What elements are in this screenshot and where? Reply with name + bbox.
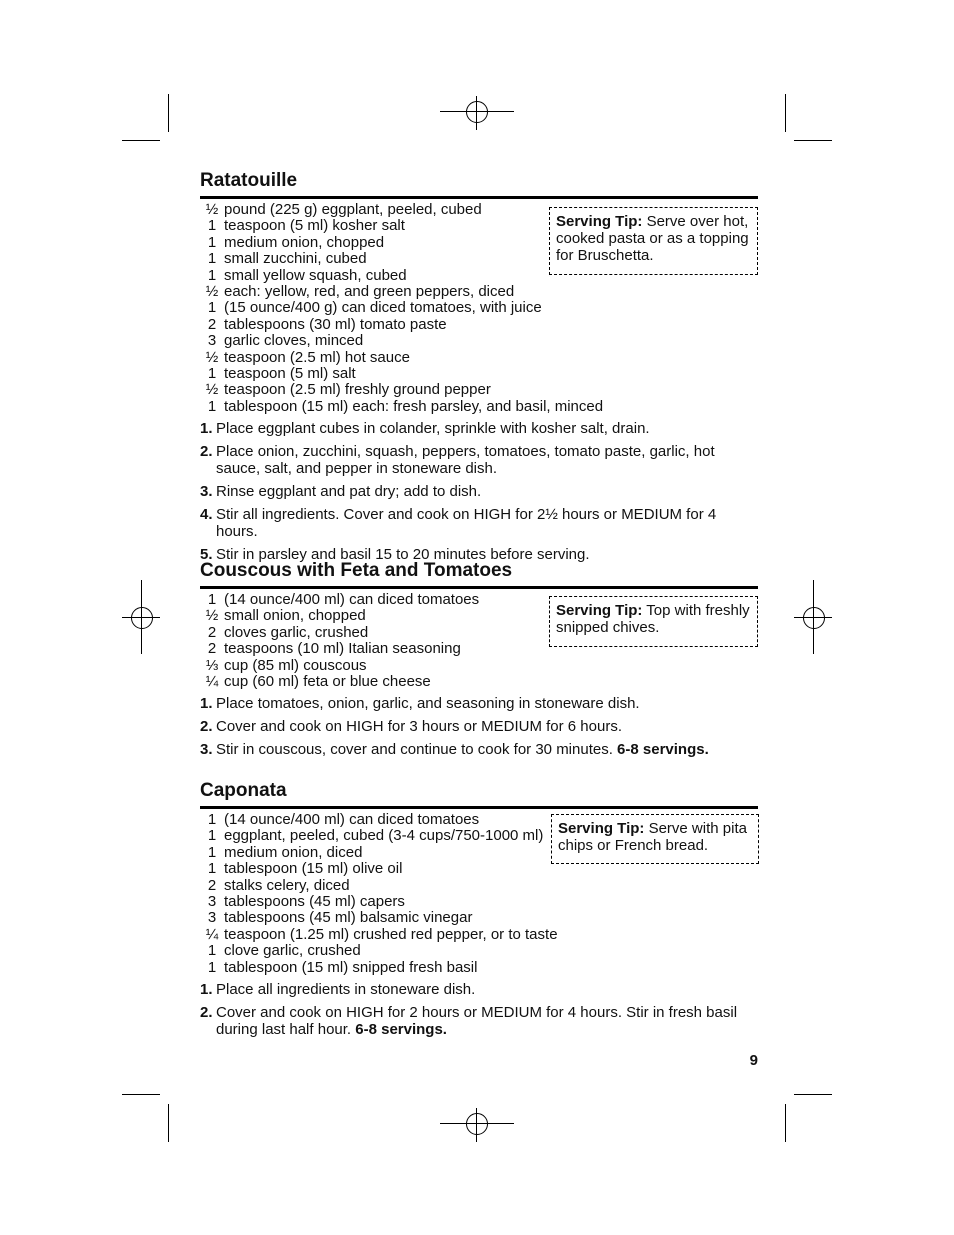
ingredient-quantity: 1 [207,942,217,960]
recipe-couscous [200,560,758,764]
ingredient-text: tablespoons (45 ml) balsamic vinegar [224,909,473,927]
step-body [216,1004,758,1038]
ingredient-quantity: 1 [207,397,217,415]
crop-mark [785,94,786,132]
serving-tip-text: Serve with pita chips or French bread. [558,820,747,854]
step-number: 2. [200,1004,213,1022]
ingredient-text: cup (85 ml) couscous [224,656,367,674]
ingredient-quantity: 1 [207,860,217,878]
registration-line [476,96,477,130]
ingredient-quantity: 1 [207,591,217,608]
registration-line [141,580,142,654]
registration-line [476,1108,477,1142]
ingredient-text: eggplant, peeled, cubed (3-4 cups/750-1000 ml) [224,827,544,845]
ingredient-text: tablespoon (15 ml) olive oil [224,860,403,878]
step-list [200,420,758,563]
ingredient-text: small zucchini, cubed [224,250,367,268]
ingredient-text: each: yellow, red, and green peppers, diced [224,283,515,301]
step-number: 3. [200,741,213,759]
ingredient-quantity: 2 [207,315,217,333]
ingredient-text: teaspoon (1.25 ml) crushed red pepper, or to taste [224,925,558,943]
step-number: 1. [200,420,213,438]
ingredient-quantity: ½ [205,607,219,625]
ingredient-text: teaspoons (10 ml) Italian seasoning [224,640,461,658]
ingredient-quantity: 3 [207,909,217,927]
ingredient-text: small yellow squash, cubed [224,266,407,284]
ingredient-item [200,894,758,910]
step-text: Place all ingredients in stoneware dish. [216,981,476,999]
ingredient-item [200,300,758,316]
serving-tip-box [549,596,758,647]
crop-mark [168,1104,169,1142]
ingredient-text: small onion, chopped [224,607,366,625]
ingredient-quantity: 2 [207,876,217,894]
ingredient-text: cloves garlic, crushed [224,623,369,641]
ingredient-text: tablespoons (30 ml) tomato paste [224,315,447,333]
registration-mark-icon [466,101,488,123]
ingredient-text: pound (225 g) eggplant, peeled, cubed [224,201,482,218]
ingredient-quantity: ¼ [205,925,219,943]
registration-mark-icon [803,607,825,629]
ingredient-item [200,960,758,976]
step-text: Place onion, zucchini, squash, peppers, tomatoes, tomato paste, garlic, hot sauce, salt, and pepper in stoneware dish. [216,443,715,478]
step-item [200,483,758,500]
serving-tip-label: Serving Tip: [556,213,643,230]
serving-tip-text: Top with freshly snipped chives. [556,602,750,636]
ingredient-text: (14 ounce/400 ml) can diced tomatoes [224,811,480,828]
ingredient-quantity: ½ [205,283,219,301]
step-body [216,443,758,477]
step-text: Cover and cook on HIGH for 3 hours or MEDIUM for 6 hours. [216,718,622,736]
ingredient-quantity: ½ [205,381,219,399]
ingredient-text: tablespoons (45 ml) capers [224,893,405,911]
step-list [200,695,758,758]
ingredient-quantity: 1 [207,843,217,861]
ingredient-item [200,399,758,415]
step-body [216,981,475,998]
step-body [216,506,758,540]
step-text: Rinse eggplant and pat dry; add to dish. [216,483,482,501]
ingredient-item [200,658,758,674]
ingredient-quantity: 1 [207,217,217,235]
ingredient-item [200,284,758,300]
serving-tip-text: Serve over hot, cooked pasta or as a topping for Bruschetta. [556,213,749,264]
step-number: 5. [200,546,213,564]
ingredient-quantity: 1 [207,266,217,284]
ingredient-quantity: 1 [207,811,217,828]
ingredient-text: teaspoon (5 ml) salt [224,365,356,383]
ingredient-quantity: 3 [207,893,217,911]
ingredient-quantity: 1 [207,958,217,976]
serving-tip-label: Serving Tip: [558,820,645,837]
ingredient-quantity: 1 [207,365,217,383]
ingredient-quantity: ⅓ [205,656,219,674]
servings-text: 6-8 servings. [355,1021,447,1039]
registration-mark-icon [466,1113,488,1135]
ingredient-text: teaspoon (5 ml) kosher salt [224,217,405,235]
step-text: Place eggplant cubes in colander, sprinkle with kosher salt, drain. [216,420,650,438]
step-number: 3. [200,483,213,501]
crop-mark [785,1104,786,1142]
serving-tip-box [549,207,758,275]
recipe-title: Couscous with Feta and Tomatoes [200,560,513,581]
step-item [200,981,758,998]
ingredient-text: garlic cloves, minced [224,332,364,350]
registration-line [440,1123,514,1124]
title-rule [200,806,758,809]
ingredient-quantity: ½ [205,348,219,366]
step-body [216,718,622,735]
page-number: 9 [749,1052,758,1069]
servings-text: 6-8 servings. [617,741,709,759]
ingredient-quantity: 3 [207,332,217,350]
crop-mark [168,94,169,132]
serving-tip-box [551,814,759,864]
ingredient-item [200,674,758,690]
ingredient-item [200,943,758,959]
ingredient-quantity: 1 [207,250,217,268]
ingredient-text: (15 ounce/400 g) can diced tomatoes, with juice [224,299,542,317]
step-body [216,483,481,500]
ingredient-quantity: 1 [207,299,217,317]
ingredient-text: (14 ounce/400 ml) can diced tomatoes [224,591,480,608]
step-item [200,506,758,540]
step-item [200,695,758,712]
step-item [200,420,758,437]
ingredient-quantity: 2 [207,623,217,641]
step-number: 1. [200,695,213,713]
ingredient-text: tablespoon (15 ml) snipped fresh basil [224,958,478,976]
ingredient-item [200,366,758,382]
ingredient-quantity: 2 [207,640,217,658]
ingredient-item [200,910,758,926]
ingredient-text: clove garlic, crushed [224,942,361,960]
registration-mark-icon [131,607,153,629]
ingredient-text: stalks celery, diced [224,876,350,894]
ingredient-item [200,878,758,894]
ingredient-quantity: ¼ [205,673,219,691]
registration-line [440,111,514,112]
step-text: Stir in couscous, cover and continue to cook for 30 minutes. [216,741,618,759]
step-number: 2. [200,718,213,736]
ingredient-item [200,927,758,943]
title-rule [200,586,758,589]
step-body [216,695,640,712]
recipe-title: Ratatouille [200,170,298,191]
ingredient-item [200,317,758,333]
step-text: Cover and cook on HIGH for 2 hours or MEDIUM for 4 hours. Stir in fresh basil during last half hour. [216,1004,738,1039]
registration-line [813,580,814,654]
step-body [216,420,650,437]
ingredient-text: teaspoon (2.5 ml) hot sauce [224,348,410,366]
recipe-title: Caponata [200,780,287,801]
step-text: Stir in parsley and basil 15 to 20 minutes before serving. [216,546,590,564]
ingredient-item [200,333,758,349]
ingredient-item [200,350,758,366]
ingredient-quantity: ½ [205,201,219,218]
ingredient-item [200,382,758,398]
title-rule [200,196,758,199]
ingredient-text: cup (60 ml) feta or blue cheese [224,673,431,691]
step-number: 4. [200,506,213,524]
step-number: 2. [200,443,213,461]
ingredient-text: teaspoon (2.5 ml) freshly ground pepper [224,381,491,399]
ingredient-quantity: 1 [207,827,217,845]
step-number: 1. [200,981,213,999]
ingredient-text: medium onion, diced [224,843,363,861]
serving-tip-label: Serving Tip: [556,602,643,619]
step-item [200,443,758,477]
step-item [200,718,758,735]
crop-mark [794,140,832,141]
ingredient-text: medium onion, chopped [224,233,385,251]
step-text: Place tomatoes, onion, garlic, and seasoning in stoneware dish. [216,695,640,713]
ingredient-quantity: 1 [207,233,217,251]
step-body [216,741,709,758]
step-item [200,741,758,758]
crop-mark [794,1094,832,1095]
step-text: Stir all ingredients. Cover and cook on HIGH for 2½ hours or MEDIUM for 4 hours. [216,506,717,541]
step-list [200,981,758,1038]
step-item [200,1004,758,1038]
ingredient-text: tablespoon (15 ml) each: fresh parsley, and basil, minced [224,397,604,415]
crop-mark [122,1094,160,1095]
crop-mark [122,140,160,141]
